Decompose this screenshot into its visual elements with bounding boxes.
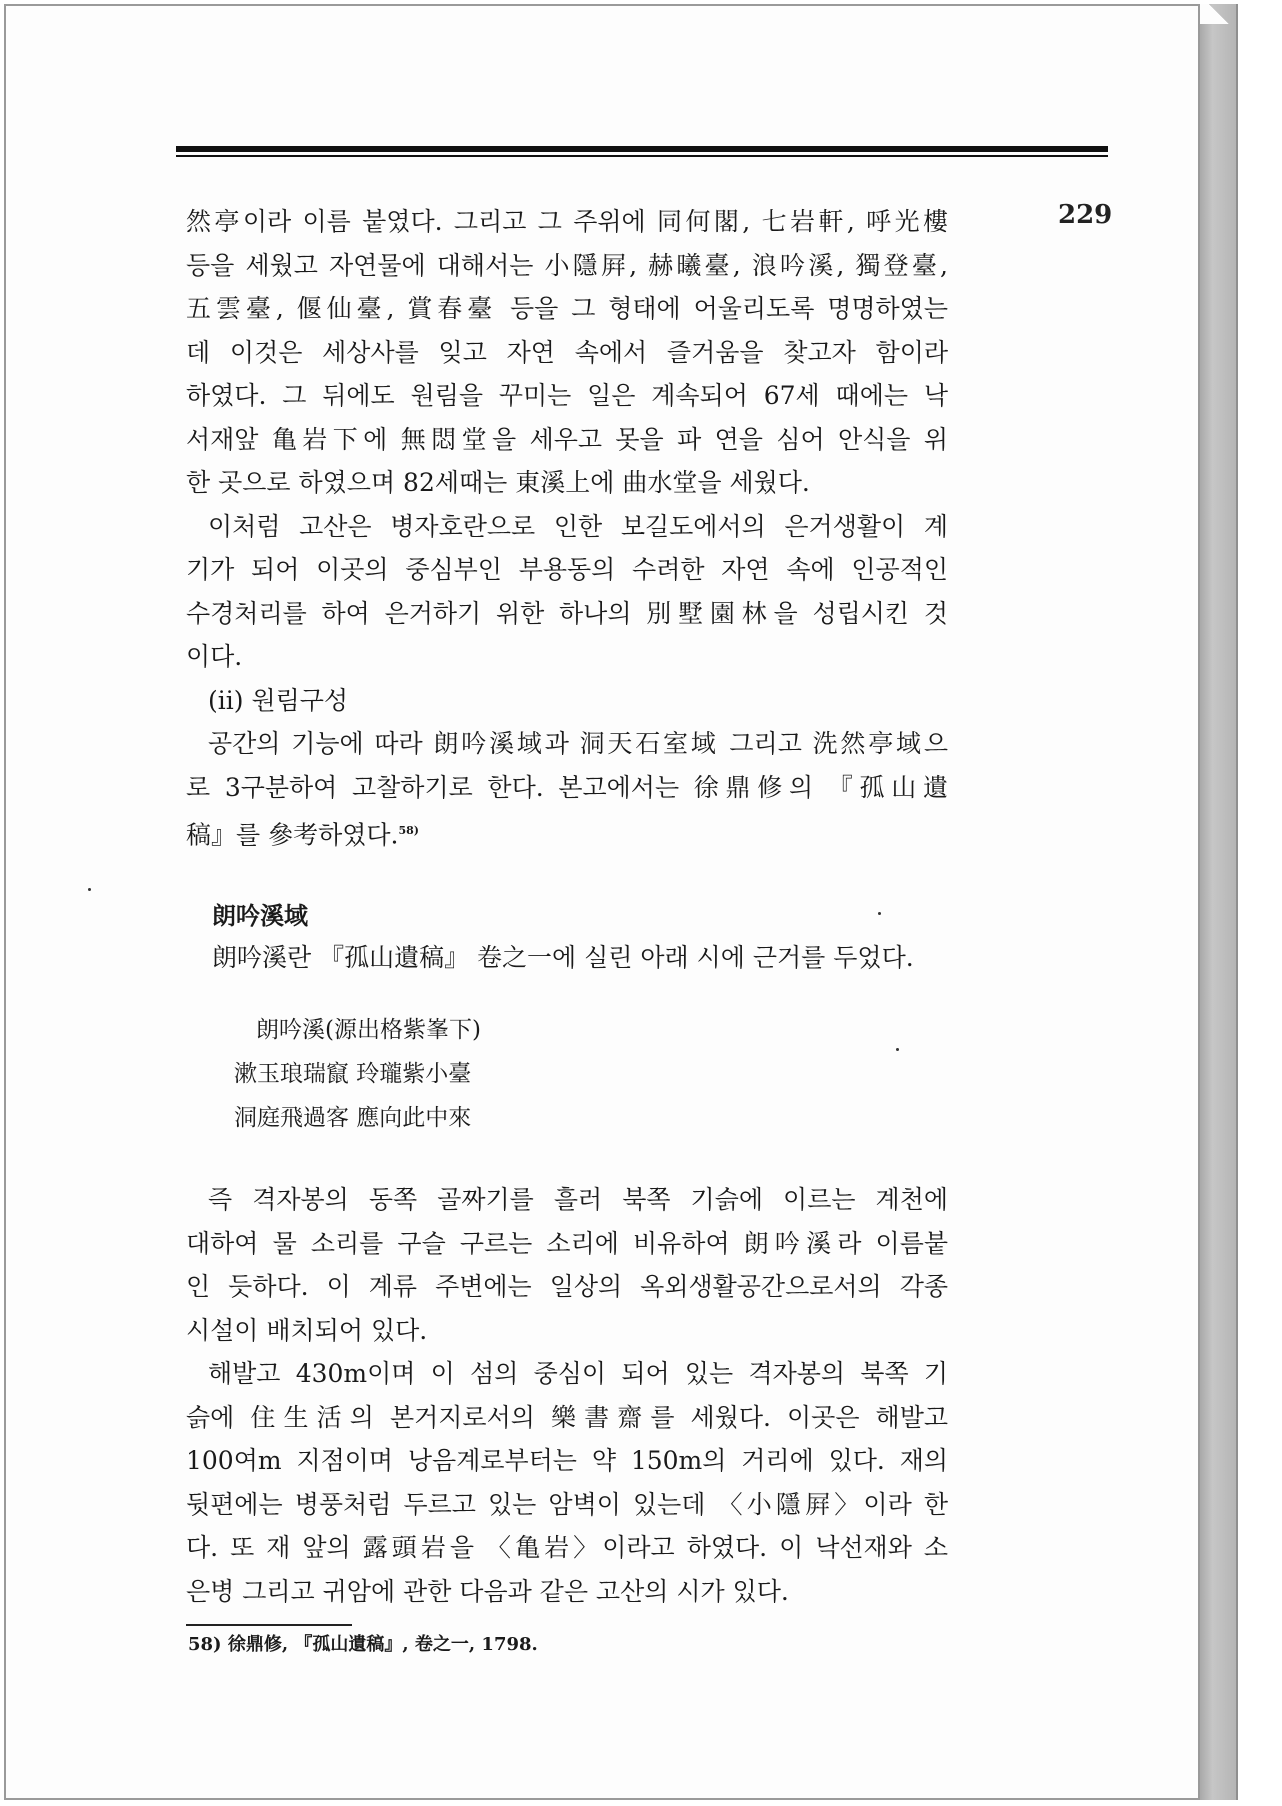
poem-line: 漱玉琅瑞竄 玲瓏紫小臺 (234, 1061, 472, 1087)
page-number: 229 (1058, 200, 1113, 230)
paragraph2-line: 수경처리를 하여 은거하기 위한 하나의 別墅園林을 성립시킨 것 (186, 598, 948, 628)
footnote-reference: 58) (398, 824, 420, 837)
paragraph1-line: 등을 세웠고 자연물에 대해서는 小隱屛, 赫曦臺, 浪吟溪, 獨登臺, (186, 250, 948, 280)
paragraph4-line: 대하여 물 소리를 구슬 구르는 소리에 비유하여 朗吟溪라 이름붙 (186, 1228, 948, 1258)
footnote: 58) 徐鼎修, 『孤山遺稿』, 卷之一, 1798. (188, 1634, 538, 1655)
poem-title: 朗吟溪(源出格紫峯下) (256, 1017, 481, 1043)
paragraph1-line: 然亭이라 이름 붙였다. 그리고 그 주위에 同何閣, 七岩軒, 呼光樓 (186, 207, 948, 236)
paragraph1-line: 서재앞 亀岩下에 無悶堂을 세우고 못을 파 연을 심어 안식을 위 (186, 424, 948, 454)
body-text-lower (186, 1178, 948, 1613)
paragraph2-line: 이다. (186, 642, 243, 671)
paragraph1-line: 한 곳으로 하였으며 82세때는 東溪上에 曲水堂을 세웠다. (186, 468, 810, 497)
poem-block (234, 1008, 481, 1140)
paragraph4-line: 즉 격자봉의 동쪽 골짜기를 흘러 북쪽 기슭에 이르는 계천에 (208, 1185, 948, 1214)
paragraph5-line: 100여m 지점이며 낭음계로부터는 약 150m의 거리에 있다. 재의 (186, 1446, 948, 1475)
paragraph3-line (186, 809, 948, 857)
paragraph3-line: 공간의 기능에 따라 朗吟溪域과 洞天石室域 그리고 洗然亭域으 (208, 729, 948, 758)
footnote-rule (186, 1624, 352, 1626)
page-stack-edge (1200, 4, 1238, 1800)
paragraph1-line: 데 이것은 세상사를 잊고 자연 속에서 즐거움을 찾고자 함이라 (186, 337, 948, 367)
paragraph4-line: 인 듯하다. 이 계류 주변에는 일상의 옥외생활공간으로서의 각종 (186, 1272, 948, 1301)
section-intro: 朗吟溪란 『孤山遺稿』 卷之一에 실린 아래 시에 근거를 두었다. (212, 943, 914, 972)
paragraph5-line: 해발고 430m이며 이 섬의 중심이 되어 있는 격자봉의 북쪽 기 (208, 1359, 948, 1388)
body-text-upper (186, 200, 948, 857)
paragraph5-line: 슭에 住生活의 본거지로서의 樂書齋를 세웠다. 이곳은 해발고 (186, 1402, 948, 1432)
scan-speck (878, 912, 881, 915)
paragraph2-line: 이처럼 고산은 병자호란으로 인한 보길도에서의 은거생활이 계 (208, 511, 948, 541)
paragraph5-line: 뒷편에는 병풍처럼 두르고 있는 암벽이 있는데 〈小隱屛〉이라 한 (186, 1489, 948, 1519)
paragraph1-line: 하였다. 그 뒤에도 원림을 꾸미는 일은 계속되어 67세 때에는 낙 (186, 381, 948, 410)
paragraph3-line-text: 稿』를 參考하였다. (186, 820, 399, 850)
scan-speck (896, 1048, 899, 1051)
paragraph5-line: 다. 또 재 앞의 露頭岩을 〈亀岩〉이라고 하였다. 이 낙선재와 소 (186, 1533, 948, 1562)
page-corner-fold (1200, 4, 1238, 24)
poem-line: 洞庭飛過客 應向此中來 (234, 1105, 472, 1131)
subsection-label: (ii) 원림구성 (208, 685, 349, 715)
paragraph3-line: 로 3구분하여 고찰하기로 한다. 본고에서는 徐鼎修의 『孤山遺 (186, 772, 948, 802)
header-rule-thin (176, 155, 1108, 157)
scan-speck (88, 888, 91, 891)
paragraph5-line: 은병 그리고 귀암에 관한 다음과 같은 고산의 시가 있다. (186, 1576, 789, 1606)
header-rule-thick (176, 146, 1108, 152)
paragraph2-line: 기가 되어 이곳의 중심부인 부용동의 수려한 자연 속에 인공적인 (186, 555, 948, 584)
paragraph4-line: 시설이 배치되어 있다. (186, 1315, 428, 1345)
section-heading: 朗吟溪域 (212, 901, 308, 930)
paragraph1-line: 五雲臺, 偃仙臺, 賞春臺 등을 그 형태에 어울리도록 명명하였는 (186, 294, 948, 323)
